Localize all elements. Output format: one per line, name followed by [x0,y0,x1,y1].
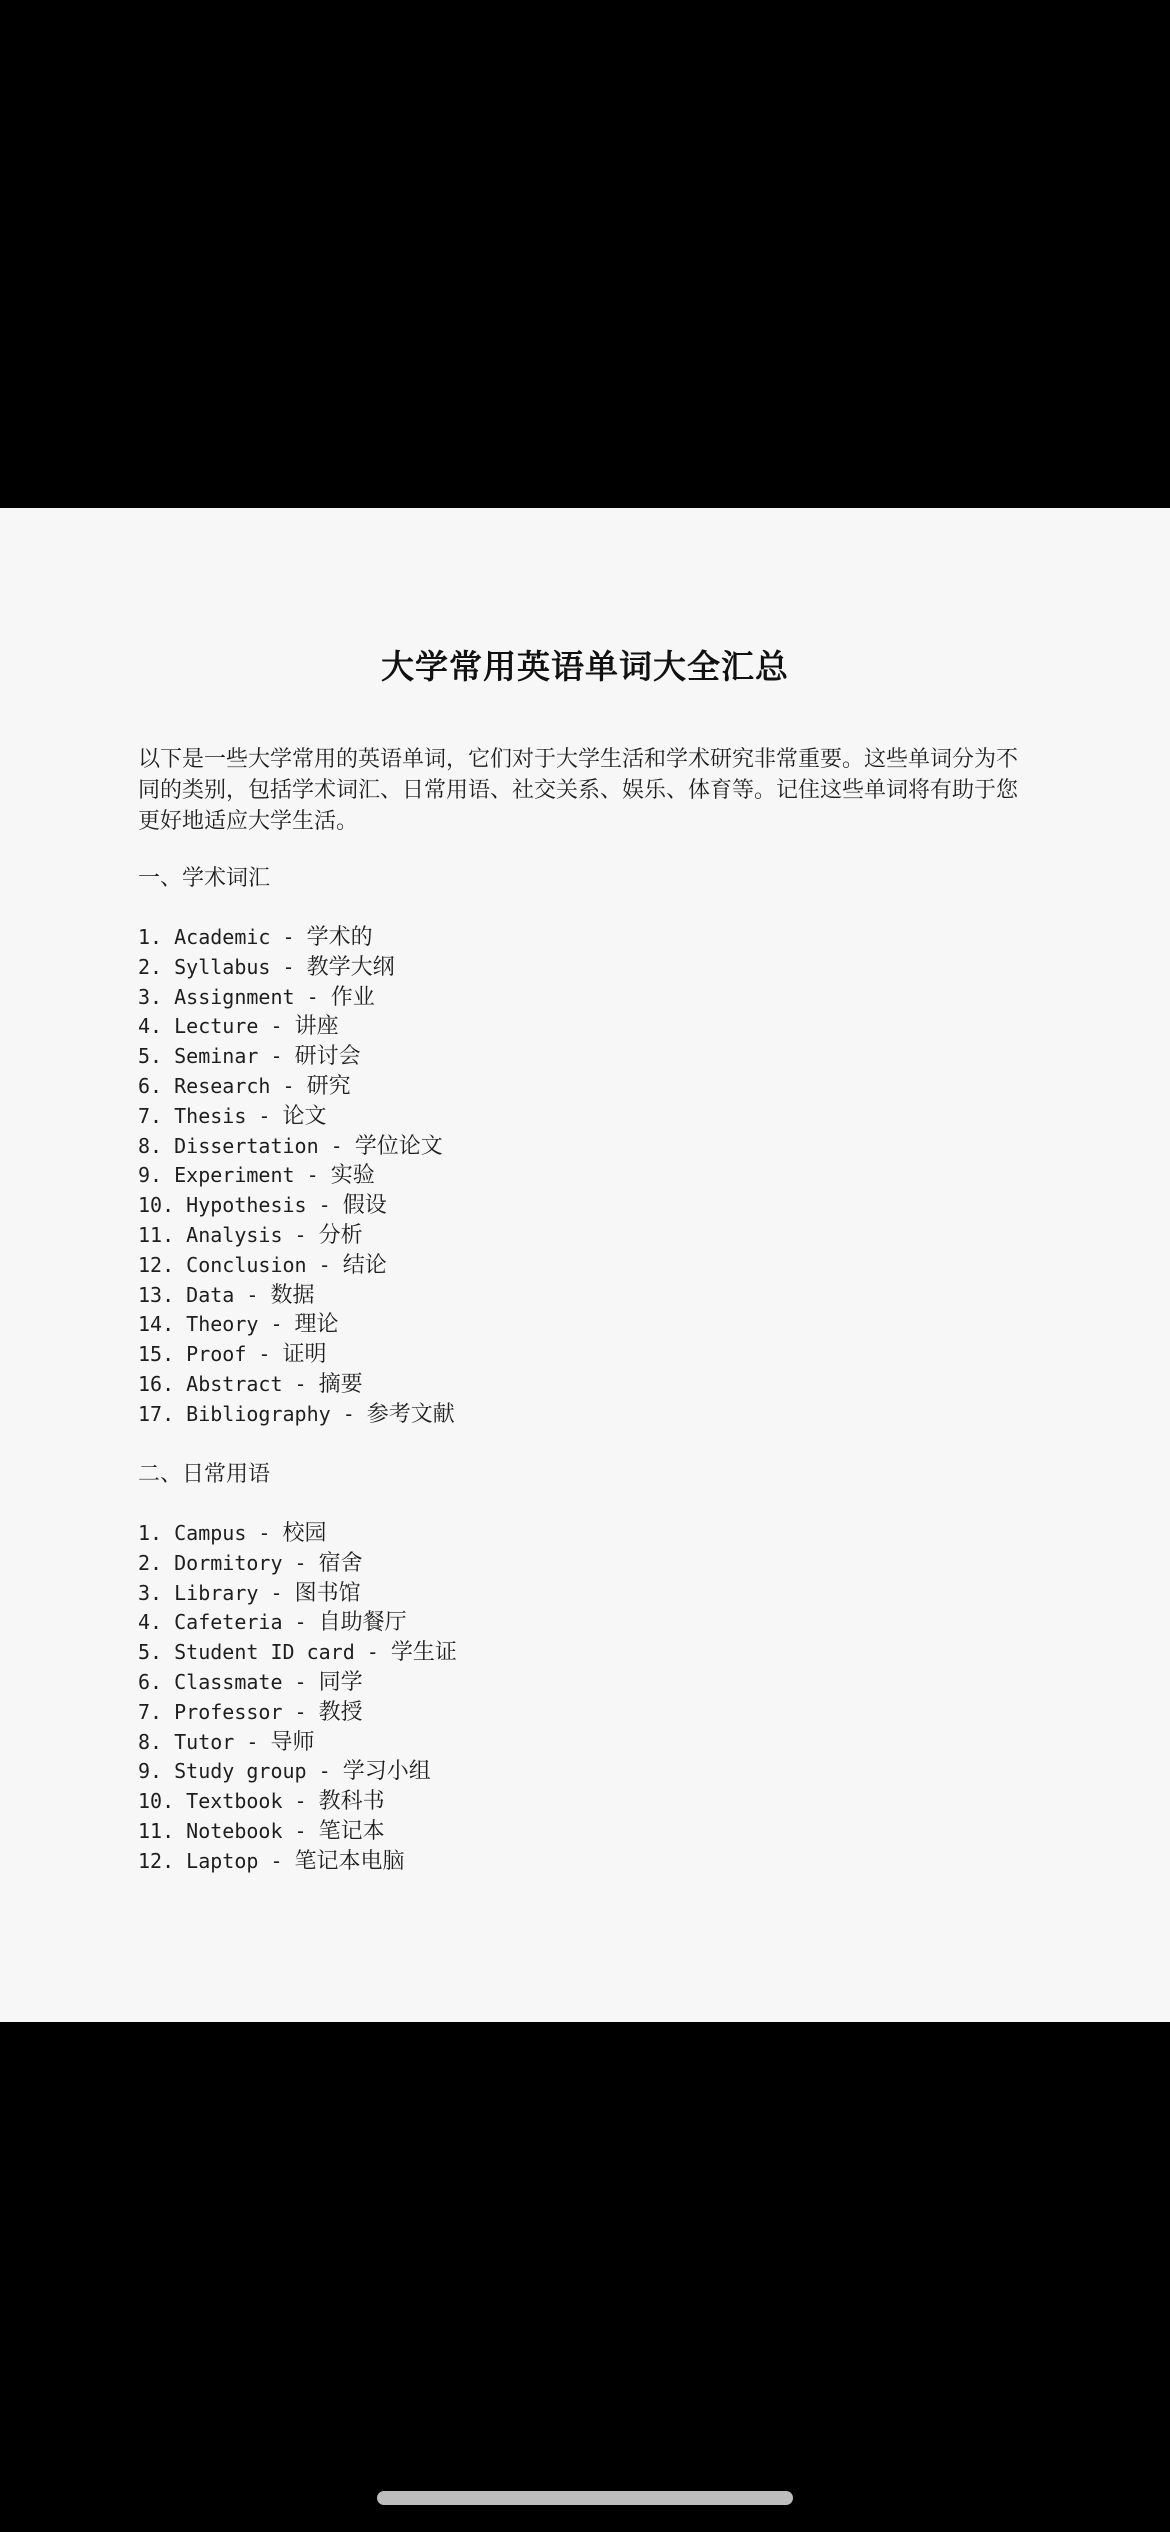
item-number: 17. [138,1401,175,1426]
item-number: 5. [138,1640,163,1665]
item-chinese: 假设 [342,1193,387,1219]
item-number: 9. [138,1759,163,1784]
item-english: Classmate [174,1669,283,1694]
item-english: Assignment [174,984,295,1009]
section-heading-academic: 一、学术词汇 [138,866,271,891]
list-item: 9. Study group - 学习小组 [138,1759,431,1785]
list-item: 7. Thesis - 论文 [138,1103,327,1129]
list-item: 10. Textbook - 教科书 [138,1789,385,1815]
item-chinese: 笔记本 [318,1818,385,1844]
item-english: Conclusion [186,1252,307,1277]
item-chinese: 同学 [318,1669,363,1695]
item-english: Bibliography [186,1401,331,1426]
item-english: Proof [186,1342,247,1367]
item-chinese: 讲座 [294,1014,339,1040]
item-english: Academic [174,925,271,949]
item-number: 11. [138,1818,175,1843]
list-item: 12. Laptop - 笔记本电脑 [138,1848,405,1874]
list-item: 1. Academic - 学术的 [138,925,373,950]
list-item: 11. Notebook - 笔记本 [138,1818,385,1844]
item-english: Experiment [174,1163,295,1188]
item-number: 15. [138,1342,175,1367]
item-number: 10. [138,1789,175,1814]
item-chinese: 分析 [318,1222,363,1248]
list-item: 4. Lecture - 讲座 [138,1014,339,1040]
item-number: 7. [138,1699,163,1724]
item-number: 12. [138,1848,175,1873]
list-item: 15. Proof - 证明 [138,1342,327,1368]
item-number: 1. [138,925,163,949]
item-english: Lecture [174,1014,259,1039]
bottom-black-area [0,2022,1170,2532]
item-chinese: 论文 [282,1103,327,1129]
item-chinese: 教学大纲 [306,954,395,980]
academic-word-list [138,923,455,1430]
item-english: Dormitory [174,1550,283,1575]
item-number: 3. [138,1580,163,1605]
list-item: 8. Dissertation - 学位论文 [138,1133,443,1159]
list-item: 12. Conclusion - 结论 [138,1252,387,1278]
item-chinese: 学习小组 [342,1759,431,1785]
item-number: 8. [138,1133,163,1158]
item-chinese: 实验 [330,1163,375,1189]
intro-paragraph: 以下是一些大学常用的英语单词，它们对于大学生活和学术研究非常重要。这些单词分为不同的类别，包括学术词汇、日常用语、社交关系、娱乐、体育等。记住这些单词将有助于您更好地适应大学生活。 [138,747,1019,834]
item-number: 16. [138,1371,175,1396]
list-item: 6. Research - 研究 [138,1073,351,1099]
item-english: Campus [174,1521,247,1545]
list-item: 5. Student ID card - 学生证 [138,1640,457,1666]
item-number: 6. [138,1669,163,1694]
item-number: 11. [138,1222,175,1247]
item-chinese: 图书馆 [294,1580,361,1606]
list-item: 4. Cafeteria - 自助餐厅 [138,1610,407,1636]
item-chinese: 数据 [270,1282,315,1308]
item-english: Laptop [186,1848,259,1873]
item-number: 5. [138,1044,163,1069]
item-english: Dissertation [174,1133,319,1158]
item-chinese: 理论 [294,1312,339,1338]
item-english: Seminar [174,1044,259,1069]
item-number: 13. [138,1282,175,1307]
list-item: 7. Professor - 教授 [138,1699,363,1725]
item-english: Research [174,1073,271,1098]
list-item: 8. Tutor - 导师 [138,1729,315,1755]
item-chinese: 导师 [270,1729,315,1755]
document-title: 大学常用英语单词大全汇总 [381,647,789,686]
item-english: Notebook [186,1818,283,1843]
item-chinese: 证明 [282,1342,327,1368]
item-english: Student ID card [174,1640,355,1665]
list-item: 2. Dormitory - 宿舍 [138,1550,363,1576]
item-chinese: 研究 [306,1073,351,1099]
list-item: 11. Analysis - 分析 [138,1222,363,1248]
list-item: 2. Syllabus - 教学大纲 [138,954,395,980]
list-item: 10. Hypothesis - 假设 [138,1193,387,1219]
list-item: 16. Abstract - 摘要 [138,1371,363,1397]
item-chinese: 学术的 [306,925,373,950]
item-english: Hypothesis [186,1193,307,1218]
item-number: 12. [138,1252,175,1277]
item-english: Textbook [186,1789,283,1814]
item-english: Tutor [174,1729,235,1754]
item-number: 8. [138,1729,163,1754]
item-english: Library [174,1580,259,1605]
item-english: Professor [174,1699,283,1724]
item-chinese: 校园 [282,1521,327,1546]
top-black-area [0,0,1170,508]
item-english: Theory [186,1312,259,1337]
item-chinese: 研讨会 [294,1044,361,1070]
item-english: Data [186,1282,235,1307]
item-number: 4. [138,1014,163,1039]
item-english: Analysis [186,1222,283,1247]
item-number: 6. [138,1073,163,1098]
item-number: 1. [138,1521,163,1545]
item-chinese: 笔记本电脑 [294,1848,405,1874]
list-item: 17. Bibliography - 参考文献 [138,1401,455,1427]
item-chinese: 作业 [330,984,375,1010]
item-chinese: 教科书 [318,1789,385,1815]
list-item: 3. Assignment - 作业 [138,984,375,1010]
item-number: 10. [138,1193,175,1218]
list-item: 1. Campus - 校园 [138,1521,327,1546]
item-chinese: 学生证 [390,1640,457,1666]
list-item: 14. Theory - 理论 [138,1312,339,1338]
item-number: 14. [138,1312,175,1337]
item-number: 4. [138,1610,163,1635]
item-number: 9. [138,1163,163,1188]
list-item: 6. Classmate - 同学 [138,1669,363,1695]
item-number: 7. [138,1103,163,1128]
item-english: Abstract [186,1371,283,1396]
item-number: 2. [138,1550,163,1575]
item-english: Cafeteria [174,1610,283,1635]
item-chinese: 宿舍 [318,1550,363,1576]
document-page [0,508,1170,2022]
item-english: Thesis [174,1103,247,1128]
item-english: Syllabus [174,954,271,979]
list-item: 13. Data - 数据 [138,1282,315,1308]
item-chinese: 摘要 [318,1371,363,1397]
item-chinese: 教授 [318,1699,363,1725]
home-indicator[interactable] [377,2491,793,2505]
item-chinese: 结论 [342,1252,387,1278]
item-chinese: 学位论文 [354,1133,443,1159]
item-number: 3. [138,984,163,1009]
list-item: 5. Seminar - 研讨会 [138,1044,361,1070]
section-heading-daily: 二、日常用语 [138,1462,271,1487]
item-chinese: 自助餐厅 [318,1610,407,1636]
daily-word-list [138,1519,457,1877]
item-english: Study group [174,1759,307,1784]
list-item: 3. Library - 图书馆 [138,1580,361,1606]
item-number: 2. [138,954,163,979]
item-chinese: 参考文献 [366,1401,455,1427]
list-item: 9. Experiment - 实验 [138,1163,375,1189]
